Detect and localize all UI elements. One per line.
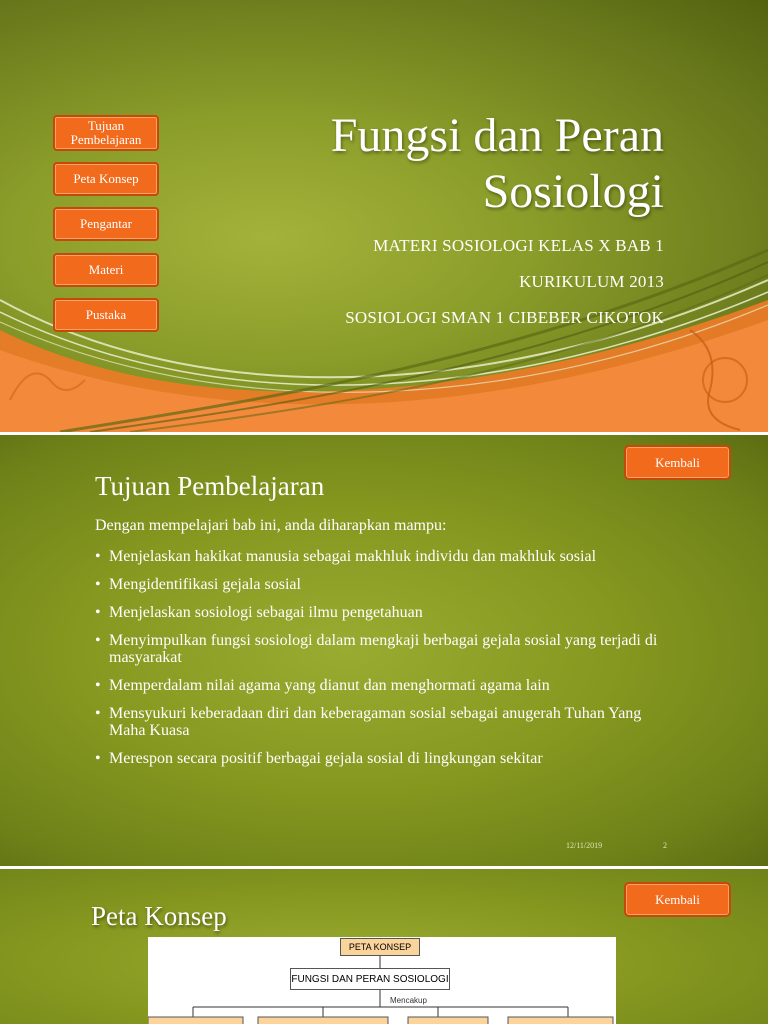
kembali-button[interactable]: [624, 445, 731, 480]
list-item-text: Menyimpulkan fungsi sosiologi dalam mengkaji berbagai gejala sosial yang terjadi di masyarakat: [109, 632, 658, 666]
tujuan-slide: [0, 435, 768, 866]
concept-map: [148, 937, 616, 1024]
list-item: • Mengidentifikasi gejala sosial: [95, 576, 301, 593]
list-item-text: Memperdalam nilai agama yang dianut dan menghormati agama lain: [109, 677, 550, 694]
title-line-2: Sosiologi: [482, 165, 664, 218]
nav-peta-konsep-button[interactable]: [53, 162, 159, 196]
subtitle-sekolah: SOSIOLOGI SMAN 1 CIBEBER CIKOTOK: [345, 308, 664, 327]
peta-konsep-slide: [0, 869, 768, 1024]
concept-map-main-node: FUNGSI DAN PERAN SOSIOLOGI: [290, 968, 450, 990]
title-slide: [0, 0, 768, 432]
concept-map-link-label: Mencakup: [390, 996, 427, 1005]
list-item-text: Merespon secara positif berbagai gejala sosial di lingkungan sekitar: [109, 750, 543, 767]
title-line-1: Fungsi dan Peran: [330, 109, 664, 162]
subtitle-kurikulum: KURIKULUM 2013: [519, 272, 664, 291]
subtitle-materi: MATERI SOSIOLOGI KELAS X BAB 1: [373, 236, 664, 255]
list-item: • Mensyukuri keberadaan diri dan keberagaman sosial sebagai anugerah Tuhan Yang Maha Kuasa: [95, 705, 642, 739]
list-item: • Menjelaskan hakikat manusia sebagai makhluk individu dan makhluk sosial: [95, 548, 597, 565]
nav-pustaka-button[interactable]: [53, 298, 159, 332]
nav-materi-button[interactable]: [53, 253, 159, 287]
list-item: • Menjelaskan sosiologi sebagai ilmu pengetahuan: [95, 604, 423, 621]
list-item-text: Menjelaskan sosiologi sebagai ilmu pengetahuan: [109, 604, 423, 621]
kembali-button[interactable]: [624, 882, 731, 917]
slide-title: Peta Konsep: [91, 901, 227, 931]
objective-list: [95, 548, 675, 778]
kembali-label: Kembali: [655, 454, 700, 470]
kembali-label: Kembali: [655, 891, 700, 907]
list-item: • Merespon secara positif berbagai gejala sosial di lingkungan sekitar: [95, 750, 543, 767]
nav-peta-konsep-label: Peta Konsep: [73, 171, 139, 186]
slide-title: Tujuan Pembelajaran: [95, 471, 325, 501]
footer-page-number: 2: [663, 841, 667, 850]
nav-materi-label: Materi: [88, 262, 124, 277]
footer-date: 12/11/2019: [566, 841, 603, 850]
list-item-text: Mensyukuri keberadaan diri dan keberagaman sosial sebagai anugerah Tuhan Yang Maha Kuasa: [109, 705, 642, 739]
nav-tujuan-label: Tujuan Pembelajaran: [70, 118, 142, 147]
list-item-text: Mengidentifikasi gejala sosial: [109, 576, 301, 593]
nav-tujuan-button[interactable]: [53, 115, 159, 151]
nav-pustaka-label: Pustaka: [85, 307, 127, 322]
nav-pengantar-label: Pengantar: [80, 216, 132, 231]
list-item: • Memperdalam nilai agama yang dianut dan menghormati agama lain: [95, 677, 550, 694]
intro-text: Dengan mempelajari bab ini, anda diharapkan mampu:: [95, 517, 447, 534]
nav-pengantar-button[interactable]: [53, 207, 159, 241]
list-item-text: Menjelaskan hakikat manusia sebagai makhluk individu dan makhluk sosial: [109, 548, 597, 565]
concept-map-tag: PETA KONSEP: [340, 938, 420, 956]
page-title: [331, 108, 664, 220]
list-item: • Menyimpulkan fungsi sosiologi dalam mengkaji berbagai gejala sosial yang terjadi di masyarakat: [95, 632, 658, 666]
